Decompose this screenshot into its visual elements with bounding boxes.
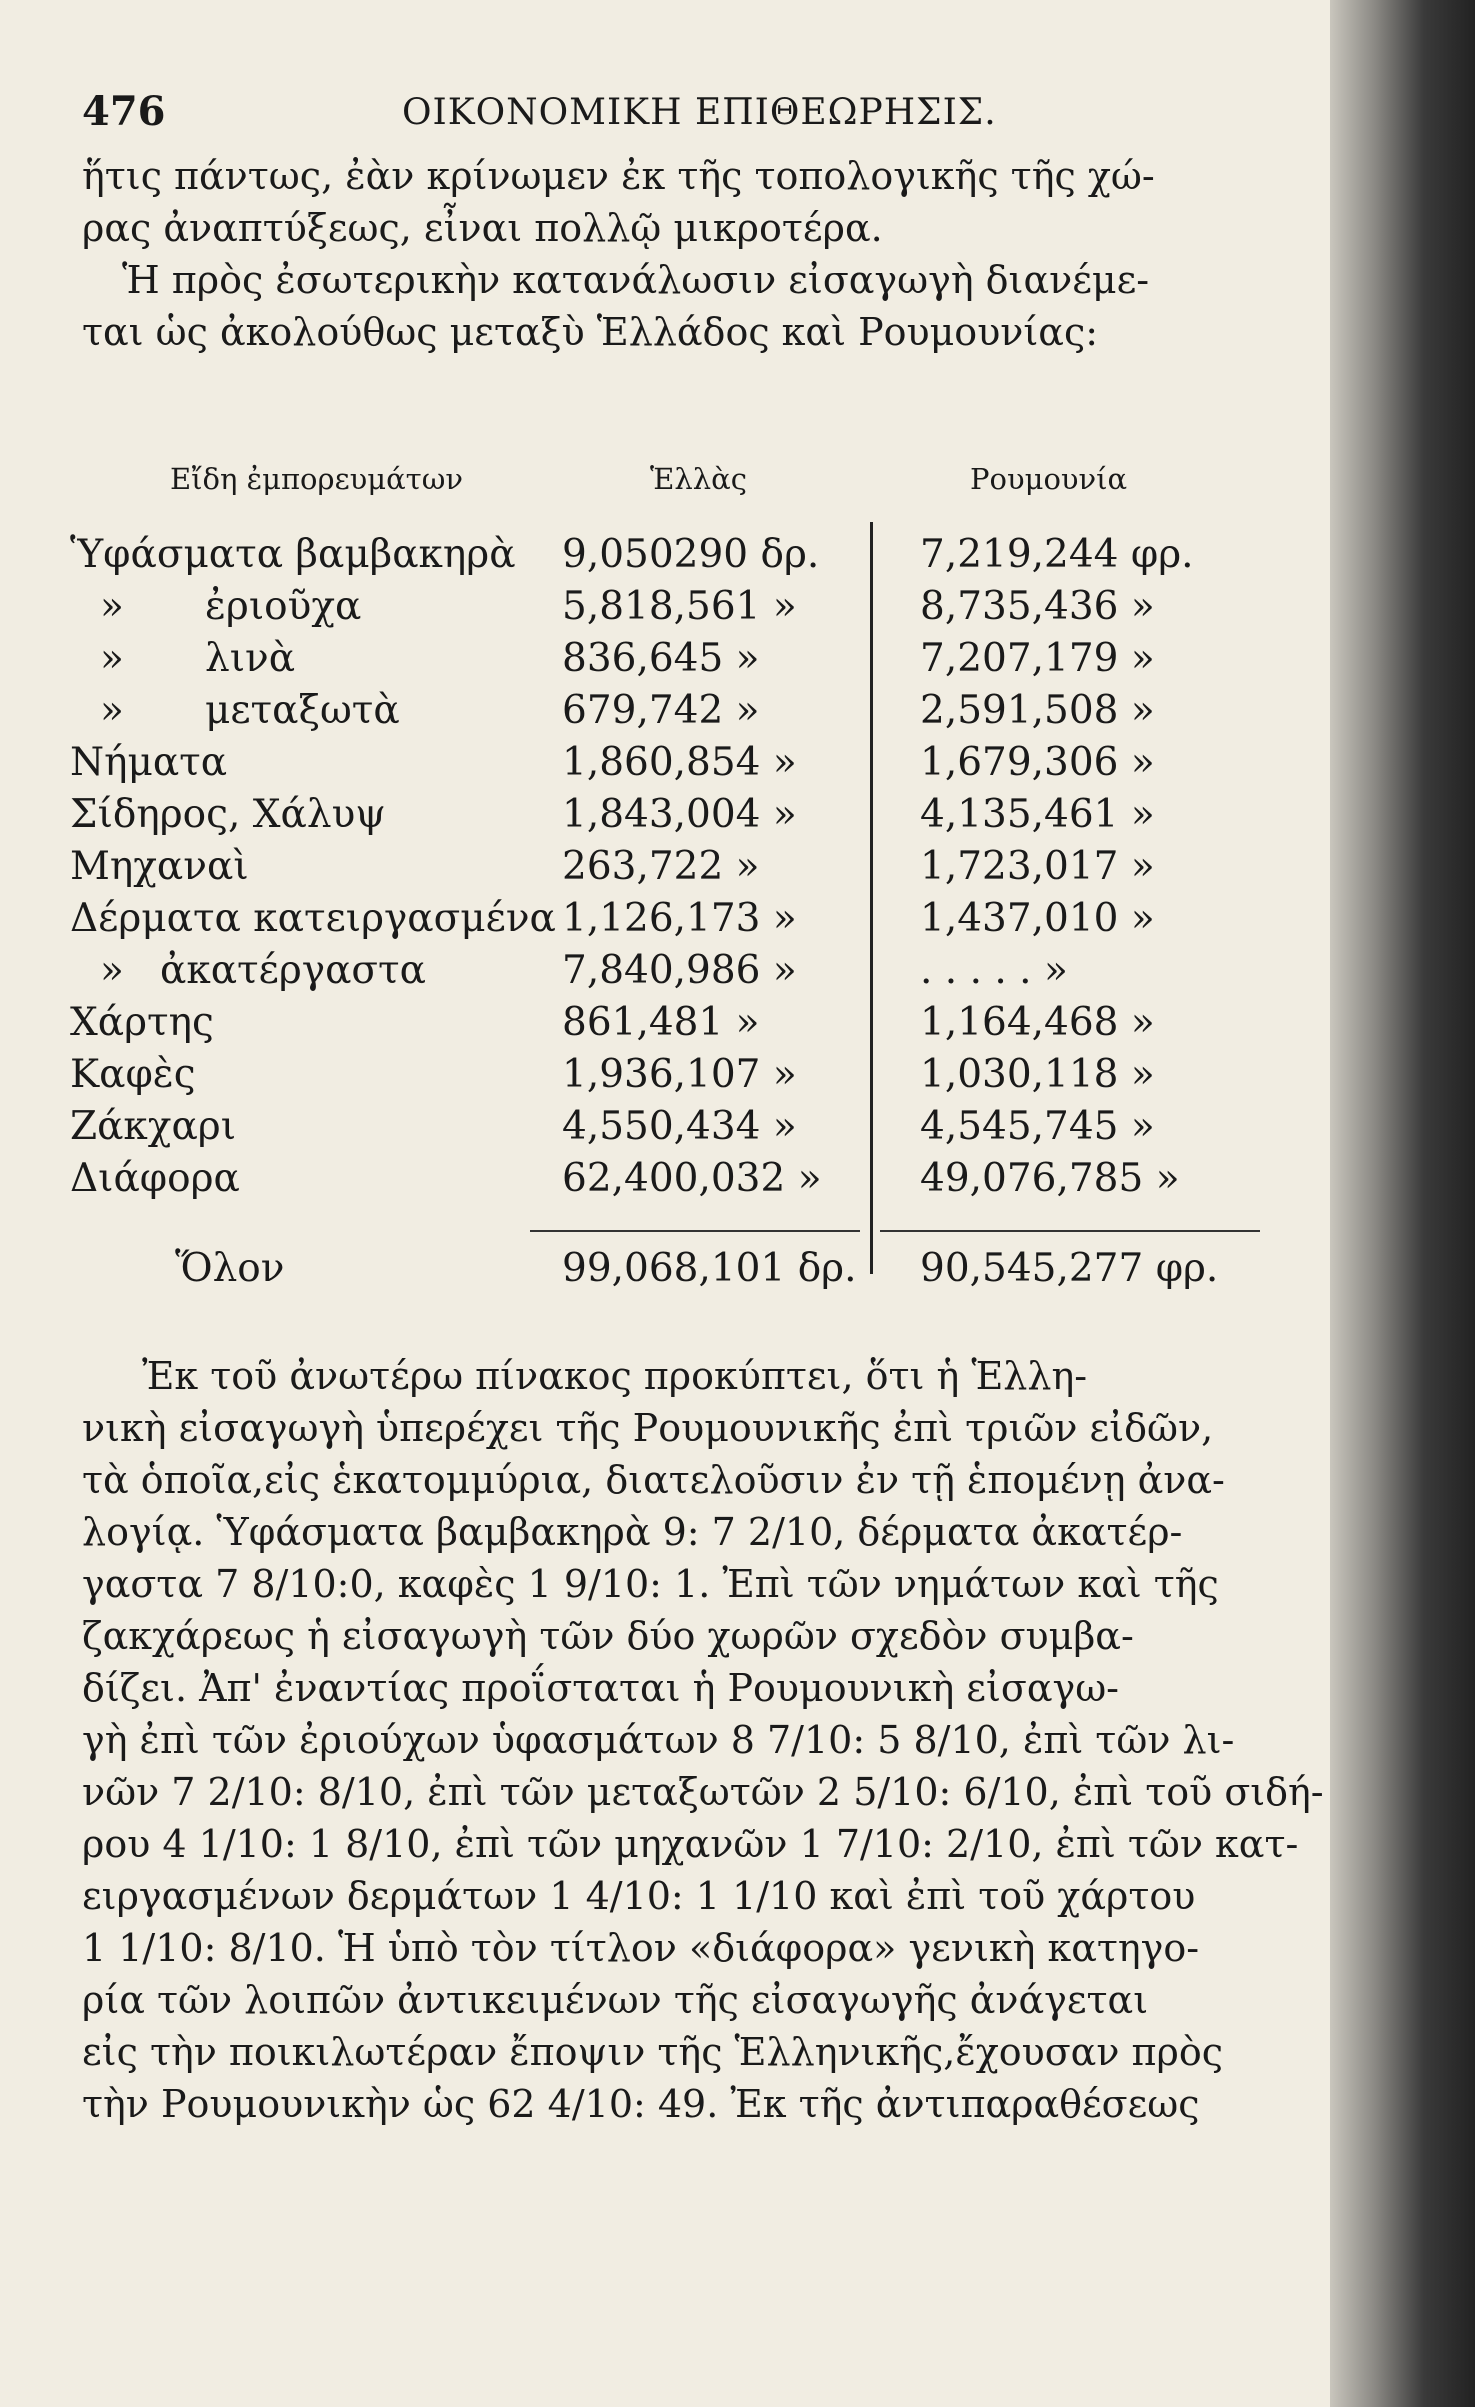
table-row	[70, 896, 1220, 948]
row-romania: 4,545,745 »	[920, 1104, 1155, 1149]
row-greece: 1,860,854 »	[562, 740, 797, 785]
row-name: ἐριοῦχα	[205, 584, 362, 629]
text-line: Ἡ πρὸς ἐσωτερικὴν κατανάλωσιν εἰσαγωγὴ διανέμε-	[122, 258, 1150, 302]
text-line: Ἐκ τοῦ ἀνωτέρω πίνακος προκύπτει, ὅτι ἡ Ἑλλη-	[142, 1354, 1088, 1398]
table-row	[70, 1156, 1220, 1208]
table-header	[70, 462, 1220, 532]
row-romania: 8,735,436 »	[920, 584, 1155, 629]
text-line: 1 1/10: 8/10. Ἡ ὑπὸ τὸν τίτλον «διάφορα» γενικὴ κατηγο-	[82, 1926, 1200, 1970]
row-greece: 62,400,032 »	[562, 1156, 822, 1201]
row-name: ἀκατέργαστα	[160, 948, 426, 993]
row-name: Ζάκχαρι	[70, 1104, 236, 1149]
row-romania: 7,219,244 φρ.	[920, 532, 1194, 577]
row-romania: 1,679,306 »	[920, 740, 1155, 785]
sum-rule	[880, 1230, 1260, 1232]
row-greece: 861,481 »	[562, 1000, 760, 1045]
row-greece: 263,722 »	[562, 844, 760, 889]
text-line: τὴν Ρουμουνικὴν ὡς 62 4/10: 49. Ἐκ τῆς ἀντιπαραθέσεως	[82, 2082, 1200, 2126]
total-label: Ὅλον	[175, 1246, 285, 1291]
row-romania: 4,135,461 »	[920, 792, 1155, 837]
table-row	[70, 948, 1220, 1000]
row-name: Καφὲς	[70, 1052, 196, 1097]
text-line: γὴ ἐπὶ τῶν ἐριούχων ὑφασμάτων 8 7/10: 5 8/10, ἐπὶ τῶν λι-	[82, 1718, 1235, 1762]
text-line: ρία τῶν λοιπῶν ἀντικειμένων τῆς εἰσαγωγῆς ἀνάγεται	[82, 1978, 1149, 2022]
header-romania: Ρουμουνία	[970, 462, 1128, 496]
text-line: ειργασμένων δερμάτων 1 4/10: 1 1/10 καὶ ἐπὶ τοῦ χάρτου	[82, 1874, 1196, 1918]
table-row	[70, 844, 1220, 896]
total-romania: 90,545,277 φρ.	[920, 1246, 1219, 1291]
text-line: ρας ἀναπτύξεως, εἶναι πολλῷ μικροτέρα.	[82, 206, 883, 250]
conclusion-paragraph	[82, 1350, 1324, 2130]
intro-paragraph	[82, 150, 1202, 358]
text-line: νικὴ εἰσαγωγὴ ὑπερέχει τῆς Ρουμουνικῆς ἐπὶ τριῶν εἰδῶν,	[82, 1406, 1214, 1450]
table-row	[70, 1052, 1220, 1104]
row-name: Χάρτης	[70, 1000, 214, 1045]
row-romania: . . . . . »	[920, 948, 1068, 993]
row-romania: 49,076,785 »	[920, 1156, 1180, 1201]
row-name: Δέρματα κατειργασμένα	[70, 896, 556, 941]
row-greece: 836,645 »	[562, 636, 760, 681]
table-row	[70, 792, 1220, 844]
text-line: δίζει. Ἀπ' ἐναντίας προΐσταται ἡ Ρουμουνικὴ εἰσαγω-	[82, 1666, 1120, 1710]
sum-rule	[530, 1230, 860, 1232]
text-line: νῶν 7 2/10: 8/10, ἐπὶ τῶν μεταξωτῶν 2 5/10: 6/10, ἐπὶ τοῦ σιδή-	[82, 1770, 1324, 1814]
row-name: μεταξωτὰ	[205, 688, 400, 733]
row-romania: 7,207,179 »	[920, 636, 1155, 681]
text-line: ζακχάρεως ἡ εἰσαγωγὴ τῶν δύο χωρῶν σχεδὸν συμβα-	[82, 1614, 1134, 1658]
ditto-mark: »	[100, 688, 124, 733]
header-category: Εἴδη ἐμπορευμάτων	[170, 462, 463, 496]
ditto-mark: »	[100, 584, 124, 629]
text-line: ἥτις πάντως, ἐὰν κρίνωμεν ἐκ τῆς τοπολογικῆς τῆς χώ-	[82, 154, 1155, 198]
book-gutter	[1330, 0, 1475, 2407]
text-line: γαστα 7 8/10:0, καφὲς 1 9/10: 1. Ἐπὶ τῶν νημάτων καὶ τῆς	[82, 1562, 1219, 1606]
total-row	[70, 1246, 1220, 1306]
row-name: Νήματα	[70, 740, 228, 785]
table-row	[70, 584, 1220, 636]
text-line: ρου 4 1/10: 1 8/10, ἐπὶ τῶν μηχανῶν 1 7/10: 2/10, ἐπὶ τῶν κατ-	[82, 1822, 1299, 1866]
row-greece: 5,818,561 »	[562, 584, 797, 629]
page-header	[82, 88, 1250, 148]
ditto-mark: »	[100, 636, 124, 681]
table-row	[70, 532, 1220, 584]
header-greece: Ἑλλὰς	[650, 462, 747, 496]
row-romania: 1,437,010 »	[920, 896, 1155, 941]
row-greece: 679,742 »	[562, 688, 760, 733]
row-greece: 4,550,434 »	[562, 1104, 797, 1149]
row-romania: 1,030,118 »	[920, 1052, 1155, 1097]
row-name: Σίδηρος, Χάλυψ	[70, 792, 386, 837]
page-number: 476	[82, 88, 166, 135]
text-line: τὰ ὁποῖα,εἰς ἑκατομμύρια, διατελοῦσιν ἐν τῇ ἑπομένῃ ἀνα-	[82, 1458, 1225, 1502]
ditto-mark: »	[100, 948, 124, 993]
row-name: λινὰ	[205, 636, 296, 681]
text-line: εἰς τὴν ποικιλωτέραν ἔποψιν τῆς Ἑλληνικῆς,ἔχουσαν πρὸς	[82, 2030, 1223, 2074]
row-name: Μηχαναὶ	[70, 844, 249, 889]
row-name: Διάφορα	[70, 1156, 240, 1201]
table-row	[70, 1104, 1220, 1156]
row-romania: 1,164,468 »	[920, 1000, 1155, 1045]
row-romania: 1,723,017 »	[920, 844, 1155, 889]
row-greece: 7,840,986 »	[562, 948, 797, 993]
table-row	[70, 688, 1220, 740]
row-greece: 1,936,107 »	[562, 1052, 797, 1097]
row-name: Ὑφάσματα βαμβακηρὰ	[70, 532, 516, 577]
table-row	[70, 636, 1220, 688]
column-divider	[870, 522, 873, 1274]
text-line: ται ὡς ἀκολούθως μεταξὺ Ἑλλάδος καὶ Ρουμουνίας:	[82, 310, 1099, 354]
row-greece: 9,050290 δρ.	[562, 532, 820, 577]
import-table	[70, 462, 1220, 1291]
row-greece: 1,126,173 »	[562, 896, 797, 941]
table-row	[70, 740, 1220, 792]
row-greece: 1,843,004 »	[562, 792, 797, 837]
table-row	[70, 1000, 1220, 1052]
text-line: λογίᾳ. Ὑφάσματα βαμβακηρὰ 9: 7 2/10, δέρματα ἀκατέρ-	[82, 1510, 1183, 1554]
row-romania: 2,591,508 »	[920, 688, 1155, 733]
total-greece: 99,068,101 δρ.	[562, 1246, 857, 1291]
running-title: ΟΙΚΟΝΟΜΙΚΗ ΕΠΙΘΕΩΡΗΣΙΣ.	[402, 92, 997, 133]
